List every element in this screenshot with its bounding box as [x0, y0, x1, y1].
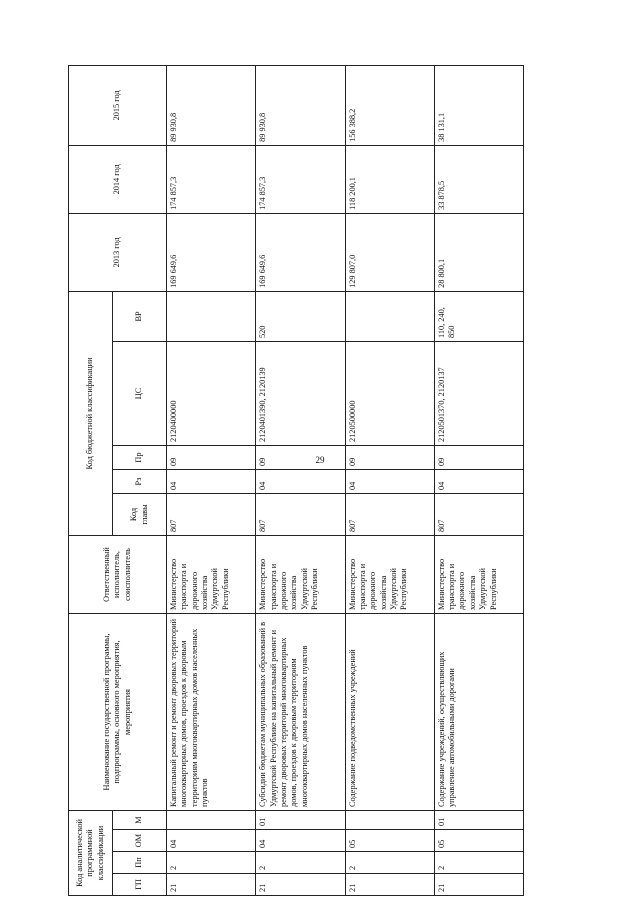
cell-om: 05 [434, 830, 523, 852]
cell-2013: 169 649,6 [167, 213, 256, 291]
header-name: Наименование государственной программы, подпрограммы, основного мероприятия, мероприятия [69, 613, 167, 810]
cell-pr: 09 [256, 445, 345, 469]
cell-2015: 156 388,2 [345, 65, 434, 145]
cell-rz: 04 [345, 469, 434, 493]
cell-vr [345, 291, 434, 341]
cell-2013: 28 800,1 [434, 213, 523, 291]
cell-om: 05 [345, 830, 434, 852]
table-row [256, 65, 345, 895]
page-number: 29 [315, 455, 325, 465]
cell-2015: 89 930,8 [167, 65, 256, 145]
cell-pr: 09 [167, 445, 256, 469]
header-budget-code: Код бюджетной классификации [69, 291, 113, 535]
header-2013: 2013 год [69, 213, 167, 291]
header-executor: Ответственный исполнитель, соисполнитель [69, 535, 167, 613]
cell-executor: Министерство транспорта и дорожного хозяйства Удмуртской Республики [434, 535, 523, 613]
table-row [167, 65, 256, 895]
cell-gp: 21 [256, 874, 345, 896]
cell-name: Содержание подведомственных учреждений [345, 613, 434, 810]
cell-pp: 2 [256, 852, 345, 874]
cell-2013: 169 649,6 [256, 213, 345, 291]
cell-2014: 33 878,5 [434, 145, 523, 213]
cell-om: 04 [256, 830, 345, 852]
cell-kod-glavy: 807 [345, 493, 434, 535]
cell-rz: 04 [256, 469, 345, 493]
cell-name: Субсидии бюджетам муниципальных образований в Удмуртской Республике на капитальный ремонт и ремонт дворовых территорий многоквартирных домов, проездов к дворовым территориям многоквартирных домов населенных пунктов [256, 613, 345, 810]
cell-cs: 2120401390, 2120139 [256, 341, 345, 445]
cell-2014: 118 200,1 [345, 145, 434, 213]
header-2014: 2014 год [69, 145, 167, 213]
cell-vr: 520 [256, 291, 345, 341]
cell-rz: 04 [167, 469, 256, 493]
header-vr: ВР [113, 291, 167, 341]
header-gp: ГП [113, 874, 167, 896]
header-pp: Пп [113, 852, 167, 874]
cell-gp: 21 [434, 874, 523, 896]
cell-pr: 09 [434, 445, 523, 469]
cell-2015: 89 930,8 [256, 65, 345, 145]
header-om: ОМ [113, 830, 167, 852]
table-row [434, 65, 523, 895]
cell-pp: 2 [345, 852, 434, 874]
cell-pp: 2 [167, 852, 256, 874]
header-analytic-code: Код аналитической программной классификации [69, 810, 113, 895]
cell-vr [167, 291, 256, 341]
header-2015: 2015 год [69, 65, 167, 145]
cell-pr: 09 [345, 445, 434, 469]
cell-2014: 174 857,3 [167, 145, 256, 213]
cell-m [167, 810, 256, 829]
cell-gp: 21 [345, 874, 434, 896]
cell-cs: 2120400000 [167, 341, 256, 445]
header-cs: ЦС [113, 341, 167, 445]
header-pr: Пр [113, 445, 167, 469]
cell-pp: 2 [434, 852, 523, 874]
cell-gp: 21 [167, 874, 256, 896]
budget-table-rotated [68, 66, 524, 896]
header-rz: Рз [113, 469, 167, 493]
cell-cs: 2120500000 [345, 341, 434, 445]
cell-kod-glavy: 807 [256, 493, 345, 535]
cell-2014: 174 857,3 [256, 145, 345, 213]
cell-rz: 04 [434, 469, 523, 493]
header-m: М [113, 810, 167, 829]
cell-executor: Министерство транспорта и дорожного хозяйства Удмуртской Республики [345, 535, 434, 613]
cell-kod-glavy: 807 [167, 493, 256, 535]
cell-m [345, 810, 434, 829]
cell-kod-glavy: 807 [434, 493, 523, 535]
cell-executor: Министерство транспорта и дорожного хозяйства Удмуртской Республики [256, 535, 345, 613]
cell-m: 01 [256, 810, 345, 829]
table-row [345, 65, 434, 895]
cell-cs: 2120501370, 2120137 [434, 341, 523, 445]
budget-table [68, 65, 524, 896]
cell-executor: Министерство транспорта и дорожного хозяйства Удмуртской Республики [167, 535, 256, 613]
header-kod-glavy: Код главы [113, 493, 167, 535]
cell-m: 01 [434, 810, 523, 829]
cell-name: Капитальный ремонт и ремонт дворовых территорий многоквартирных домов, проездов к дворовым территориям многоквартирных домов населенных пунктов [167, 613, 256, 810]
cell-vr: 110, 240, 850 [434, 291, 523, 341]
cell-2013: 129 807,0 [345, 213, 434, 291]
cell-2015: 38 131,1 [434, 65, 523, 145]
cell-om: 04 [167, 830, 256, 852]
cell-name: Содержание учреждений, осуществляющих управление автомобильными дорогами [434, 613, 523, 810]
